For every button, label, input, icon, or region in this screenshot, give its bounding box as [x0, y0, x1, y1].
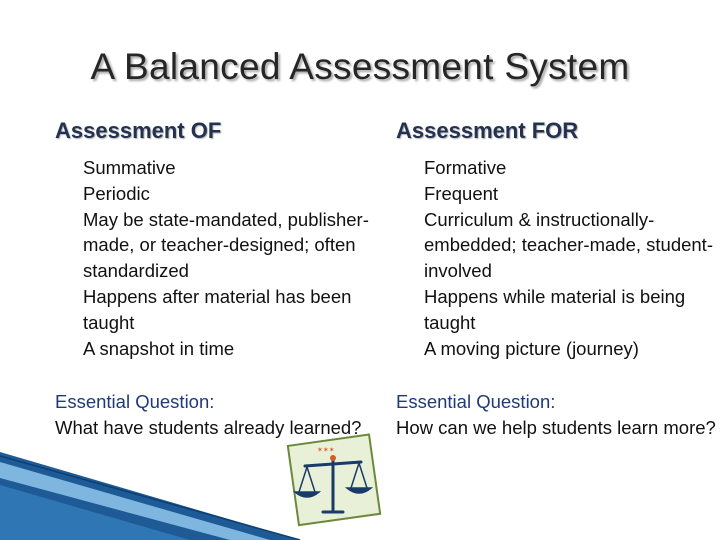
essential-question-right	[396, 389, 716, 441]
assessment-for-bullet-list	[396, 155, 716, 361]
essential-question-text: What have students already learned?	[55, 417, 362, 439]
assessment-of-column	[55, 118, 375, 441]
list-item-text: Formative	[424, 157, 507, 178]
assessment-of-heading: Assessment OF	[55, 118, 222, 143]
list-item	[55, 284, 375, 336]
list-item-text: A moving picture (journey)	[424, 337, 639, 359]
list-item-text: Happens while material is being taught	[424, 285, 686, 333]
list-item	[396, 207, 716, 284]
essential-question-text: How can we help students learn more?	[396, 417, 716, 439]
list-item	[396, 181, 716, 207]
list-item	[55, 207, 375, 284]
essential-question-label: Essential Question:	[55, 391, 215, 413]
list-item	[396, 155, 716, 181]
list-item	[396, 284, 716, 336]
list-item-text: Summative	[83, 157, 176, 178]
list-item	[55, 336, 375, 362]
list-item	[55, 181, 375, 207]
essential-question-label: Essential Question:	[396, 391, 556, 413]
list-item	[396, 336, 716, 362]
assessment-of-bullet-list	[55, 155, 375, 361]
slide-title: A Balanced Assessment System	[90, 46, 630, 87]
list-item-text: May be state-mandated, publisher-made, or teacher-designed; often standardized	[83, 208, 369, 282]
balance-scale-icon	[283, 432, 383, 527]
list-item	[55, 155, 375, 181]
assessment-for-column	[396, 118, 716, 441]
list-item-text: Curriculum & instructionally-embedded; teacher-made, student-involved	[424, 208, 713, 282]
svg-text:✶✶✶: ✶✶✶	[317, 446, 335, 454]
assessment-for-heading: Assessment FOR	[396, 118, 579, 143]
list-item-text: Periodic	[83, 182, 150, 204]
list-item-text: Frequent	[424, 182, 499, 204]
list-item-text: A snapshot in time	[83, 337, 235, 359]
list-item-text: Happens after material has been taught	[83, 285, 352, 333]
